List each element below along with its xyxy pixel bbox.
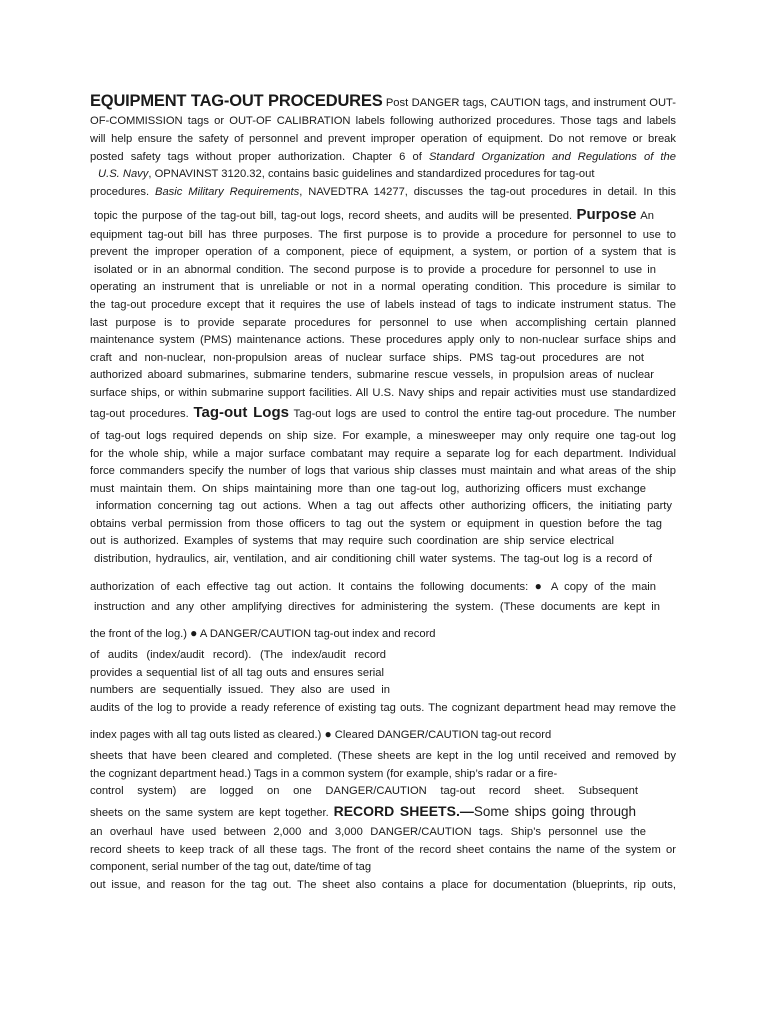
text-line: U.S. Navy, OPNAVINST 3120.32, contains basic guidelines and standardized procedures for tag-out [98,168,595,180]
text-line: EQUIPMENT TAG-OUT PROCEDURES Post DANGER tags, CAUTION tags, and instrument OUT- [90,92,676,110]
text-line: isolated or in an abnormal condition. The second purpose is to provide a procedure for personnel to use in [94,264,656,276]
text-line: sheets that have been cleared and completed. (These sheets are kept in the log until received and removed by [90,750,676,762]
text-line: the front of the log.) ● A DANGER/CAUTION tag-out index and record [90,626,436,640]
text-line: instruction and any other amplifying directives for administering the system. (These documents are kept in [94,601,660,613]
text-line: an overhaul have used between 2,000 and 3,000 DANGER/CAUTION tags. Ship’s personnel use the [90,826,646,838]
bullet-icon: ● [534,579,546,593]
text-line: OF-COMMISSION tags or OUT-OF CALIBRATION labels following authorized procedures. Those tags and labels [90,115,676,127]
text-line: of audits (index/audit record). (The index/audit record [90,649,386,661]
text-line: the tag-out procedure except that it requires the use of labels instead of tags to indicate instrument status. The [90,299,676,311]
section-heading-tagout-logs: Tag-out Logs [193,404,289,421]
text-line: topic the purpose of the tag-out bill, tag-out logs, record sheets, and audits will be presented. Purpose An [94,206,654,223]
bullet-icon: ● [324,727,332,741]
text-line: provides a sequential list of all tag outs and ensures serial [90,667,384,679]
section-heading-record-sheets: RECORD SHEETS.— [333,803,474,819]
text-line: equipment tag-out bill has three purposes. The first purpose is to provide a procedure for personnel to use to [90,229,676,241]
text-line: component, serial number of the tag out, date/time of tag [90,861,372,873]
text-line: operating an instrument that is unreliable or not in a normal operating condition. This procedure is similar to [90,281,676,293]
text-line: index pages with all tag outs listed as cleared.) ● Cleared DANGER/CAUTION tag-out record [90,727,552,741]
text-line: procedures. Basic Military Requirements, NAVEDTRA 14277, discusses the tag-out procedures in detail. In this [90,186,676,198]
text-line: prevent the improper operation of a component, piece of equipment, a system, or portion of a system that is [90,246,676,258]
text-line: record sheets to keep track of all these tags. The front of the record sheet contains the name of the system or [90,844,676,856]
text-line: must maintain them. On ships maintaining more than one tag-out log, authorizing officers must exchange [90,483,646,495]
text-line: will help ensure the safety of personnel and prevent improper operation of equipment. Do not remove or break [90,133,676,145]
bullet-icon: ● [190,626,198,640]
text-line: out is authorized. Examples of systems that may require such coordination are ship service electrical [90,535,614,547]
text-line: information concerning tag out actions. When a tag out affects other authorizing officers, the initiating party [96,500,672,512]
text-line: tag-out procedures. Tag-out Logs Tag-out logs are used to control the entire tag-out procedure. The number [90,404,677,421]
text-line: control system) are logged on one DANGER/CAUTION tag-out record sheet. Subsequent [90,785,638,797]
text-line: posted safety tags without proper authorization. Chapter 6 of Standard Organization and Regulations of the [90,151,676,163]
text-line: out issue, and reason for the tag out. The sheet also contains a place for documentation (blueprints, rip outs, [90,879,676,891]
text-line: sheets on the same system are kept together. RECORD SHEETS.—Some ships going through [90,803,636,819]
text-line: authorized aboard submarines, submarine tenders, submarine rescue vessels, in propulsion areas of nuclear [90,369,654,381]
section-heading-purpose: Purpose [576,206,637,223]
text-line: surface ships, or within submarine support facilities. All U.S. Navy ships and repair activities must use standardized [90,387,676,399]
text-line: the cognizant department head.) Tags in a common system (for example, ship’s radar or a fire- [90,768,558,780]
text-line: obtains verbal permission from those officers to tag out the system or equipment in question before the tag [90,518,662,530]
text-line: last purpose is to provide separate procedures for personnel to use when accomplishing certain planned [90,317,676,329]
text-line: craft and non-nuclear, non-propulsion areas of nuclear surface ships. PMS tag-out procedures are not [90,352,644,364]
text-line: audits of the log to provide a ready reference of existing tag outs. The cognizant department head may remove the [90,702,676,714]
text-line: force commanders specify the number of logs that various ship classes must maintain and what areas of the ship [90,465,676,477]
text-line: of tag-out logs required depends on ship size. For example, a minesweeper may only require one tag-out log [90,430,676,442]
text-line: maintenance system (PMS) maintenance actions. These procedures apply only to non-nuclear surface ships and [90,334,676,346]
document-title: EQUIPMENT TAG-OUT PROCEDURES [90,92,383,110]
text-line: for the whole ship, while a major surface combatant may require a separate log for each department. Individual [90,448,676,460]
text-line: numbers are sequentially issued. They also are used in [90,684,390,696]
text-line: distribution, hydraulics, air, ventilation, and air conditioning chill water systems. The tag-out log is a record of [94,553,652,565]
text-line: authorization of each effective tag out action. It contains the following documents: ● A copy of the main [90,579,657,593]
